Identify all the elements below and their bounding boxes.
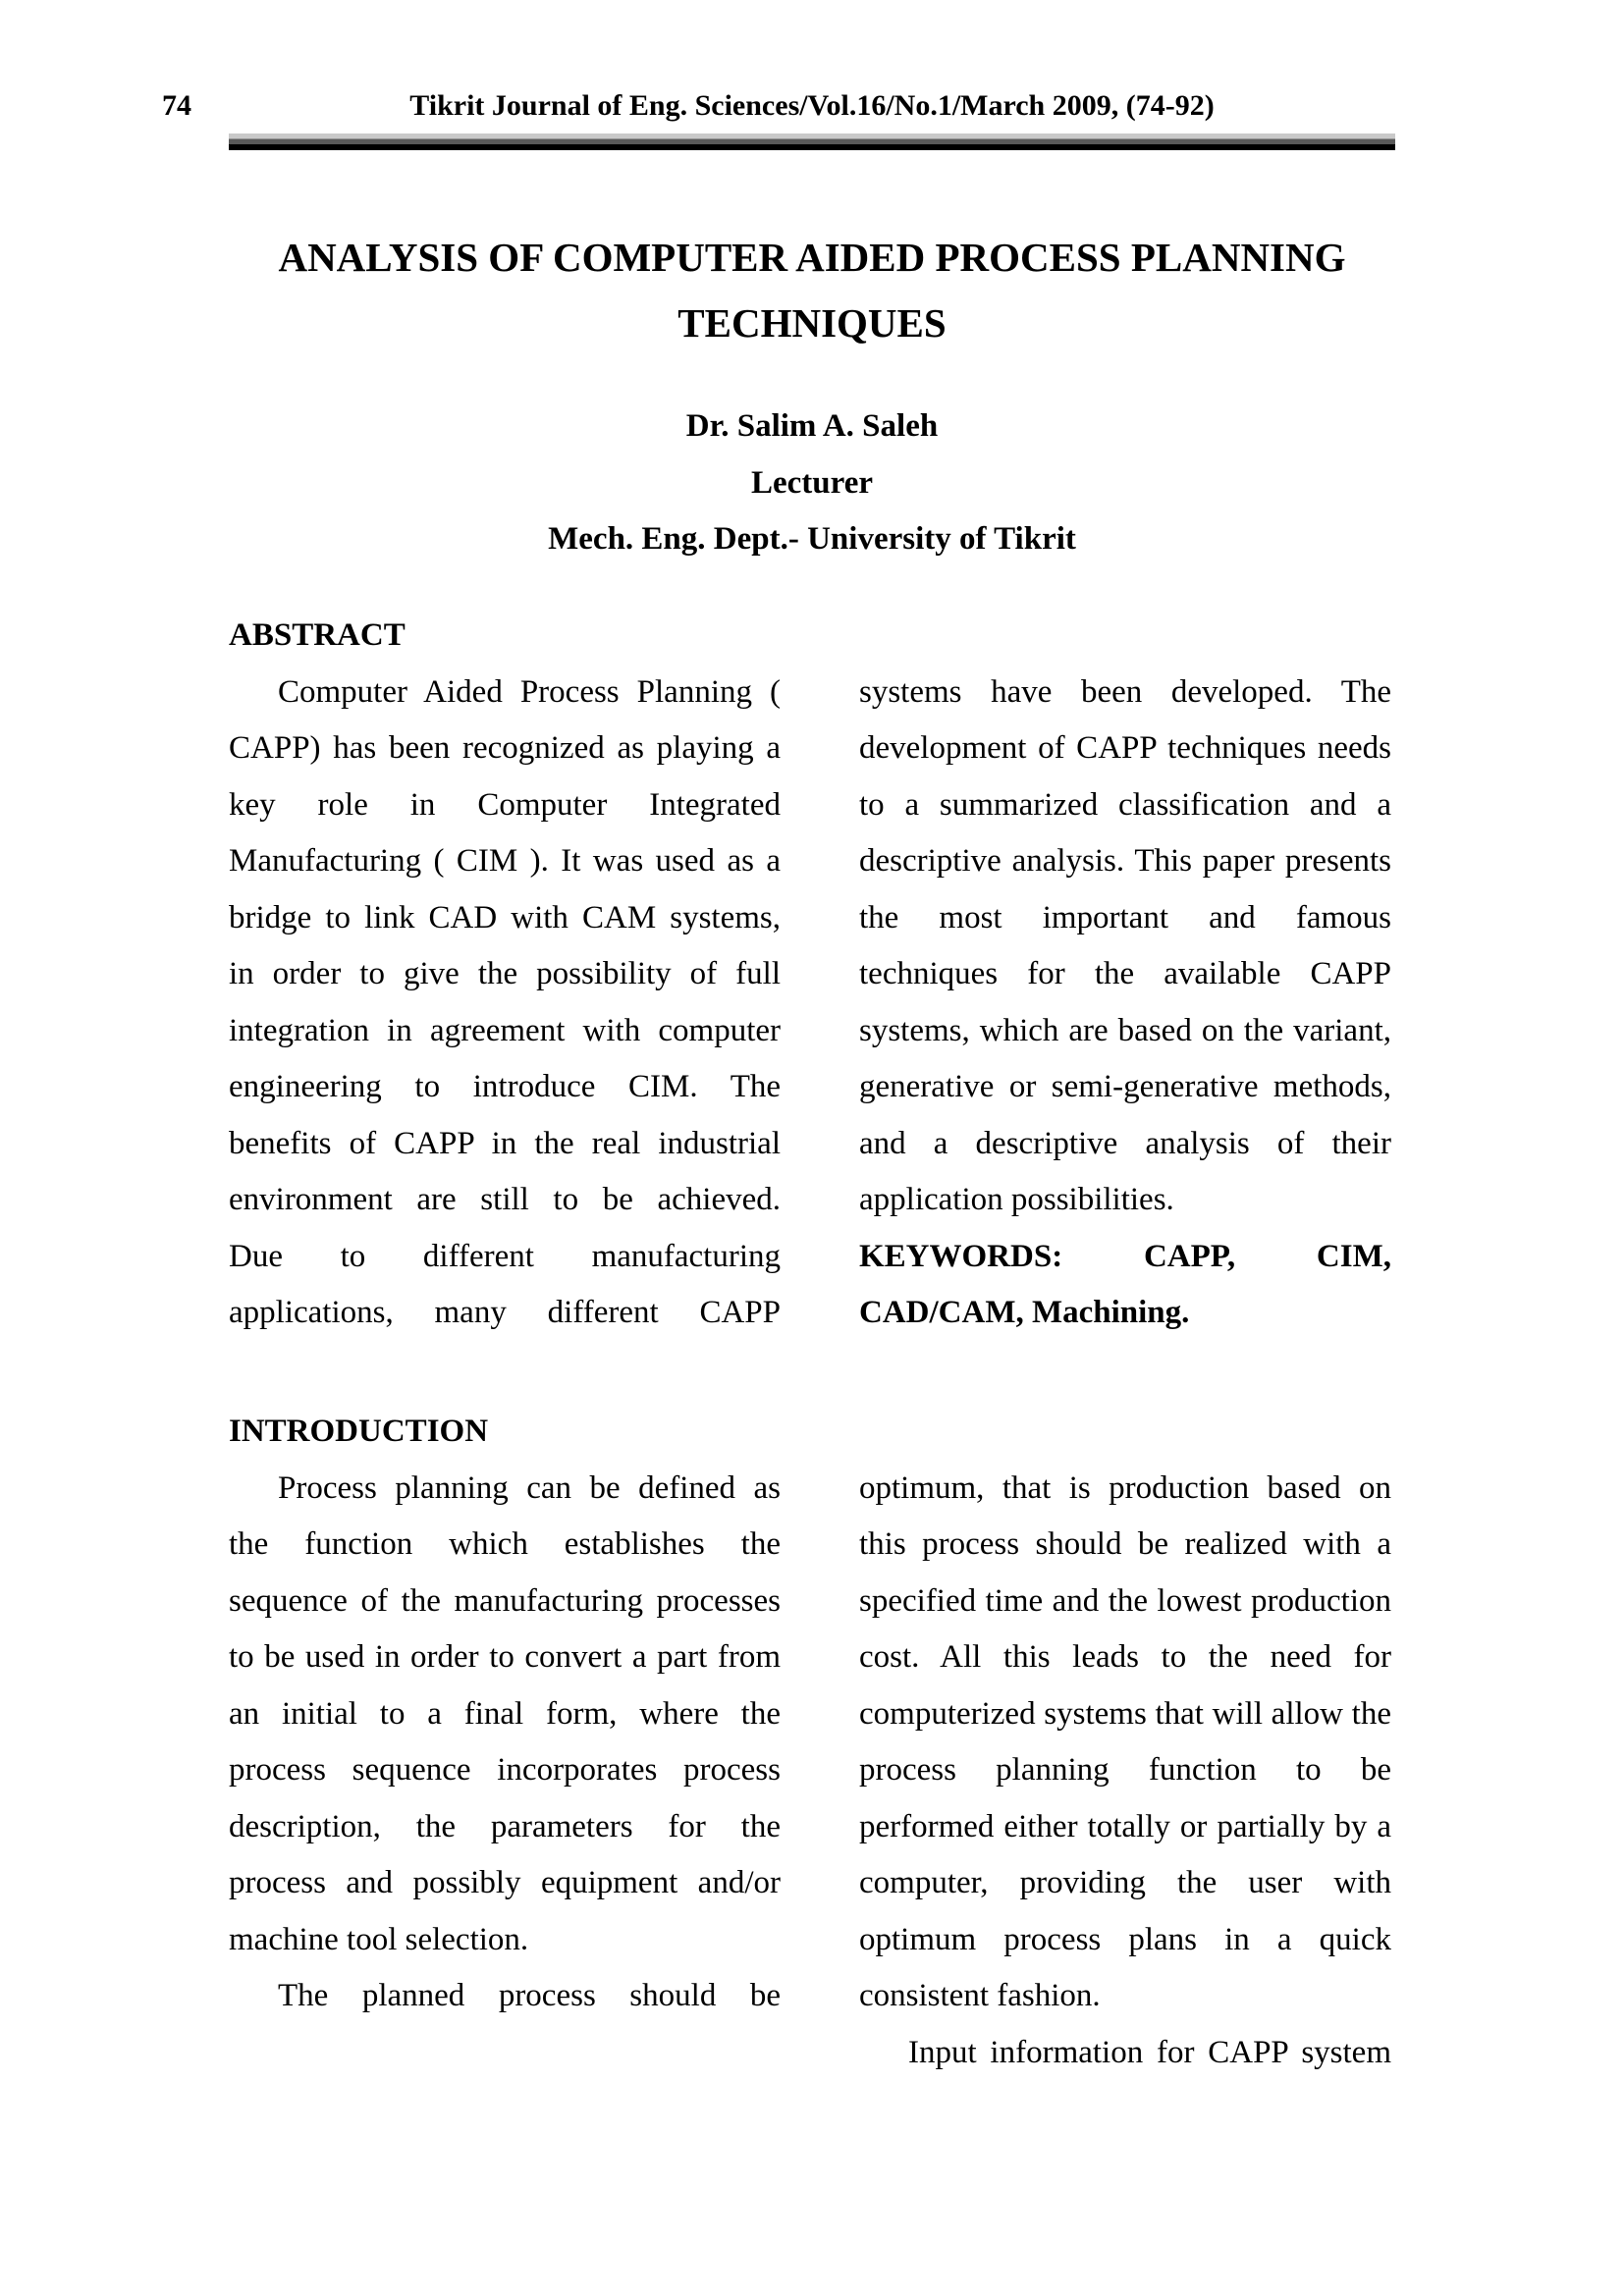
text-line: description, the parameters for the (229, 1808, 781, 1844)
text-line: application possibilities. (859, 1182, 1174, 1217)
introduction-right-lines (859, 1461, 1391, 2082)
text-line: development of CAPP techniques needs (859, 730, 1391, 766)
abstract-left-lines (229, 665, 781, 1342)
text-line: sequence of the manufacturing processes (229, 1582, 781, 1619)
paper-title (229, 225, 1395, 356)
journal-header: Tikrit Journal of Eng. Sciences/Vol.16/No.1/March 2009, (74-92) (409, 89, 1215, 122)
text-line: consistent fashion. (859, 1978, 1101, 2013)
text-line: computer, providing the user with (859, 1865, 1391, 1900)
text-line: The planned process should be (278, 1978, 781, 2013)
text-line: specified time and the lowest production (859, 1582, 1391, 1619)
text-line: Manufacturing ( CIM ). It was used as a (229, 843, 781, 879)
introduction-heading: INTRODUCTION (229, 1414, 489, 1449)
text-line: an initial to a final form, where the (229, 1695, 781, 1732)
text-line: Due to different manufacturing (229, 1238, 781, 1274)
text-line: Computer Aided Process Planning ( (278, 673, 781, 710)
text-line: to a summarized classification and a (859, 786, 1391, 823)
author-role: Lecturer (751, 464, 873, 501)
text-line: this process should be realized with a (859, 1526, 1391, 1562)
paper-title-line-2: TECHNIQUES (677, 300, 947, 346)
text-line: integration in agreement with computer (229, 1012, 781, 1048)
text-line: the most important and famous (859, 899, 1391, 935)
introduction-left-column (229, 1404, 781, 2025)
text-line: optimum process plans in a quick (859, 1921, 1391, 1957)
text-line: CAPP) has been recognized as playing a (229, 730, 781, 766)
text-line: the function which establishes the (229, 1526, 781, 1562)
header-rule (229, 133, 1395, 150)
introduction-left-lines (229, 1461, 781, 2025)
text-line: optimum, that is production based on (859, 1469, 1391, 1506)
text-line: cost. All this leads to the need for (859, 1639, 1391, 1675)
text-line: to be used in order to convert a part from (229, 1639, 781, 1675)
text-line: CAD/CAM, Machining. (859, 1295, 1190, 1330)
text-line: systems, which are based on the variant, (859, 1012, 1391, 1048)
page-number: 74 (162, 89, 191, 122)
abstract-right-lines (859, 665, 1391, 1342)
text-line: techniques for the available CAPP (859, 956, 1391, 991)
author-block (229, 399, 1395, 568)
text-line: KEYWORDS: CAPP, CIM, (859, 1238, 1391, 1274)
text-line: in order to give the possibility of full (229, 956, 781, 991)
text-line: generative or semi-generative methods, (859, 1069, 1391, 1104)
abstract-heading: ABSTRACT (229, 617, 406, 653)
abstract-left-column (229, 608, 781, 1342)
paper-title-line-1: ANALYSIS OF COMPUTER AIDED PROCESS PLANNING (278, 235, 1346, 280)
introduction-right-column (859, 1461, 1391, 2082)
text-line: environment are still to be achieved. (229, 1182, 781, 1217)
text-line: engineering to introduce CIM. The (229, 1069, 781, 1104)
text-line: process planning function to be (859, 1752, 1391, 1788)
text-line: computerized systems that will allow the (859, 1695, 1391, 1732)
author-affiliation: Mech. Eng. Dept.- University of Tikrit (548, 521, 1076, 557)
text-line: bridge to link CAD with CAM systems, (229, 899, 781, 935)
text-line: descriptive analysis. This paper presents (859, 843, 1391, 879)
text-line: performed either totally or partially by a (859, 1808, 1391, 1844)
text-line: process and possibly equipment and/or (229, 1865, 781, 1900)
text-line: key role in Computer Integrated (229, 786, 781, 823)
text-line: applications, many different CAPP (229, 1295, 781, 1330)
text-line: process sequence incorporates process (229, 1752, 781, 1788)
abstract-right-column (859, 665, 1391, 1342)
text-line: systems have been developed. The (859, 673, 1391, 710)
text-line: benefits of CAPP in the real industrial (229, 1125, 781, 1161)
text-line: and a descriptive analysis of their (859, 1125, 1391, 1161)
text-line: Process planning can be defined as (278, 1469, 781, 1506)
text-line: Input information for CAPP system (908, 2034, 1391, 2070)
text-line: machine tool selection. (229, 1921, 529, 1957)
author-name: Dr. Salim A. Saleh (685, 408, 939, 444)
